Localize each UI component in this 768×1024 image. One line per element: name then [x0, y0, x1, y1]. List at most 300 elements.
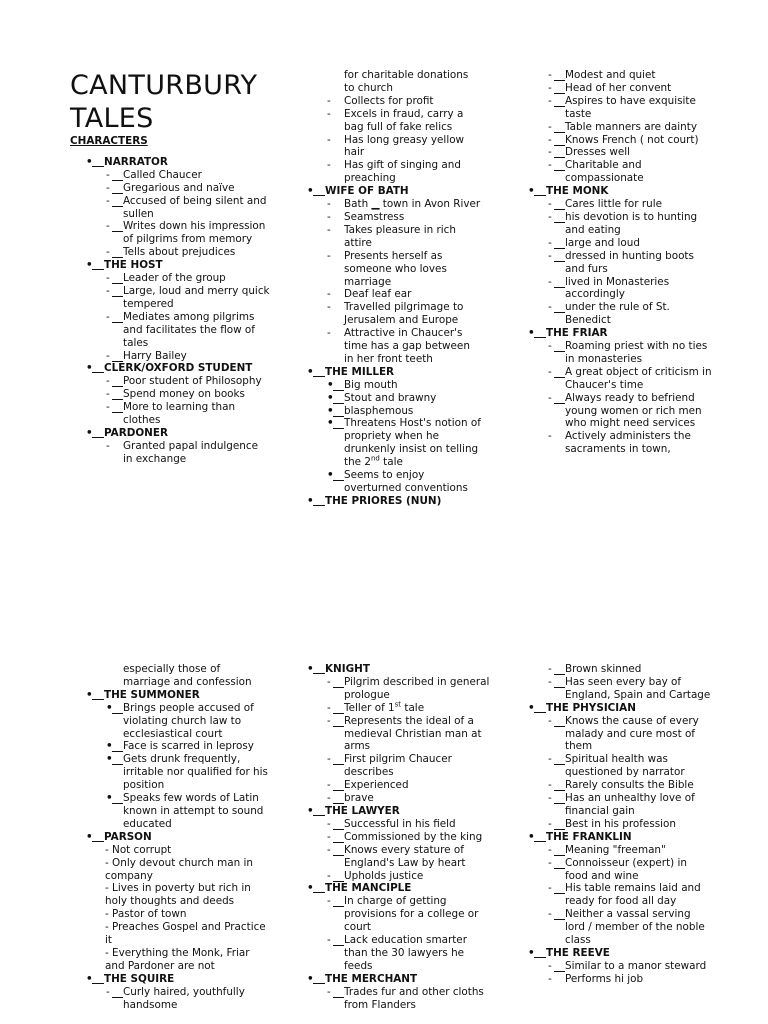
- underline-rule: [554, 106, 565, 107]
- list-item: [291, 379, 481, 392]
- character-heading: [70, 362, 270, 375]
- dash-icon: -: [548, 792, 552, 805]
- underline-rule: [554, 157, 565, 158]
- dash-icon: -: [327, 792, 331, 805]
- character-name: THE HOST: [104, 259, 163, 272]
- list-item: [512, 844, 712, 857]
- list-item: [291, 327, 481, 366]
- list-item: [70, 986, 270, 1012]
- dash-icon: -: [548, 882, 552, 895]
- plain-line: [70, 882, 270, 908]
- list-item: [512, 82, 712, 95]
- list-item-text: Connoisseur (expert) in food and wine: [565, 856, 687, 882]
- list-item: [512, 198, 712, 211]
- underline-rule: [333, 764, 344, 765]
- list-item: [70, 401, 270, 427]
- underline-rule: [534, 712, 546, 713]
- list-item: [291, 715, 491, 754]
- bullet-icon: •: [106, 740, 113, 753]
- list-item-text: Travelled pilgrimage to Jerusalem and Europe: [344, 301, 464, 327]
- underline-rule: [333, 687, 344, 688]
- plain-line: [70, 844, 270, 857]
- list-item-text: Always ready to befriend young women or rich men who might need services: [565, 391, 702, 430]
- underline-rule: [313, 195, 325, 196]
- underline-rule: [112, 713, 123, 714]
- bottom-column-2: [291, 663, 491, 1011]
- dash-icon: -: [548, 94, 552, 107]
- list-item-text: Accused of being silent and sullen: [123, 194, 267, 220]
- dash-icon: -: [548, 275, 552, 288]
- bullet-icon: •: [86, 830, 93, 843]
- underline-rule: [554, 170, 565, 171]
- list-item-text: Rarely consults the Bible: [565, 779, 694, 792]
- character-heading: [70, 427, 270, 440]
- top-column-2: [291, 69, 481, 508]
- dash-icon: -: [327, 159, 331, 172]
- dash-icon: -: [327, 94, 331, 107]
- list-item-text: Leader of the group: [123, 272, 226, 285]
- list-item: [291, 198, 481, 211]
- bullet-icon: •: [307, 972, 314, 985]
- list-item: [291, 224, 481, 250]
- dash-icon: -: [327, 934, 331, 947]
- character-name: WIFE OF BATH: [325, 185, 409, 198]
- list-item-text: Upholds justice: [344, 869, 424, 882]
- dash-icon: -: [327, 779, 331, 792]
- underline-rule: [534, 957, 546, 958]
- list-item-text: Collects for profit: [344, 94, 434, 107]
- underline-rule: [554, 790, 565, 791]
- list-item: [70, 220, 270, 246]
- dash-icon: -: [327, 107, 331, 120]
- list-item: [70, 388, 270, 401]
- bottom-column-1: [70, 663, 270, 1011]
- underline-rule: [112, 180, 123, 181]
- character-heading: [70, 831, 270, 844]
- dash-icon: -: [327, 223, 331, 236]
- underline-rule: [112, 193, 123, 194]
- list-item: [291, 895, 491, 934]
- underline-rule: [534, 841, 546, 842]
- bullet-icon: •: [106, 701, 113, 714]
- list-item: [512, 301, 712, 327]
- underline-rule: [554, 829, 565, 830]
- list-item: [291, 159, 481, 185]
- underline-rule: [554, 403, 565, 404]
- underline-rule: [313, 673, 325, 674]
- dash-icon: -: [106, 284, 110, 297]
- dash-icon: -: [548, 301, 552, 314]
- list-item-text: Seamstress: [344, 210, 405, 223]
- list-item: [512, 134, 712, 147]
- list-item-text: Bath ▁ town in Avon River: [344, 198, 481, 211]
- bullet-icon: •: [307, 494, 314, 507]
- dash-icon: -: [548, 198, 552, 211]
- underline-rule: [313, 983, 325, 984]
- list-item: [512, 663, 712, 676]
- list-item-text: Spiritual health was questioned by narrator: [565, 753, 685, 779]
- underline-rule: [333, 428, 344, 429]
- dash-icon: -: [548, 365, 552, 378]
- list-item: [512, 818, 712, 831]
- underline-rule: [112, 997, 123, 998]
- list-item: [512, 973, 712, 986]
- list-item: [70, 375, 270, 388]
- list-item: [512, 95, 712, 121]
- dash-icon: -: [327, 817, 331, 830]
- list-item-text: under the rule of St. Benedict: [565, 301, 670, 327]
- underline-rule: [112, 231, 123, 232]
- list-item: [70, 311, 270, 350]
- bullet-icon: •: [106, 792, 113, 805]
- dash-icon: -: [548, 340, 552, 353]
- dash-icon: -: [106, 272, 110, 285]
- list-item-text: Takes pleasure in rich attire: [344, 223, 456, 249]
- list-item: [70, 753, 270, 792]
- list-item-text: large and loud: [565, 236, 640, 249]
- underline-rule: [112, 412, 123, 413]
- dash-icon: -: [106, 349, 110, 362]
- character-heading: [291, 495, 481, 508]
- list-item-text: especially those of marriage and confession: [123, 663, 252, 688]
- list-item: [70, 246, 270, 259]
- character-heading: [291, 663, 491, 676]
- underline-rule: [112, 764, 123, 765]
- underline-rule: [112, 257, 123, 258]
- list-item-text: lived in Monasteries accordingly: [565, 275, 670, 301]
- bullet-icon: •: [307, 804, 314, 817]
- dash-icon: -: [106, 194, 110, 207]
- list-item-text: Commissioned by the king: [344, 830, 483, 843]
- list-item-text: Presents herself as someone who loves marriage: [344, 249, 447, 288]
- underline-rule: [554, 764, 565, 765]
- list-item-text: Knows the cause of every malady and cure most of them: [565, 714, 699, 753]
- underline-rule: [333, 726, 344, 727]
- list-item-text: Dresses well: [565, 146, 631, 159]
- list-item-text: Stout and brawny: [344, 391, 437, 404]
- bullet-icon: •: [307, 365, 314, 378]
- list-item: [291, 469, 481, 495]
- underline-rule: [92, 437, 104, 438]
- underline-rule: [112, 206, 123, 207]
- underline-rule: [112, 296, 123, 297]
- character-name: THE REEVE: [546, 946, 610, 959]
- top-col1-list: [70, 156, 270, 466]
- character-name: THE SUMMONER: [104, 688, 200, 701]
- underline-rule: [554, 209, 565, 210]
- bullet-icon: •: [528, 327, 535, 340]
- character-name: THE LAWYER: [325, 804, 400, 817]
- plain-line: [70, 921, 270, 947]
- plain-line: [70, 908, 270, 921]
- list-item-text: his devotion is to hunting and eating: [565, 210, 698, 236]
- underline-rule: [313, 505, 325, 506]
- character-heading: [291, 366, 481, 379]
- dash-icon: -: [548, 210, 552, 223]
- character-heading: [70, 973, 270, 986]
- dash-icon: -: [106, 401, 110, 414]
- plain-line-text: - Everything the Monk, Friar and Pardoner are not: [105, 946, 250, 972]
- dash-icon: -: [548, 391, 552, 404]
- list-item-text: Best in his profession: [565, 817, 676, 830]
- bullet-icon: •: [528, 701, 535, 714]
- dash-icon: -: [327, 301, 331, 314]
- underline-rule: [333, 881, 344, 882]
- list-item-text: Represents the ideal of a medieval Christian man at arms: [344, 714, 482, 753]
- list-item: [291, 870, 491, 883]
- dash-icon: -: [106, 310, 110, 323]
- list-item: [512, 753, 712, 779]
- list-item: [512, 676, 712, 702]
- plain-line-text: - Only devout church man in company: [105, 856, 253, 882]
- dash-icon: -: [327, 198, 331, 211]
- dash-icon: -: [548, 856, 552, 869]
- bullet-icon: •: [86, 362, 93, 375]
- top-col3-list: [512, 69, 712, 456]
- underline-rule: [554, 971, 565, 972]
- dash-icon: -: [106, 181, 110, 194]
- underline-rule: [554, 855, 565, 856]
- list-item: [291, 779, 491, 792]
- list-item-text: Lack education smarter than the 30 lawyers he feeds: [344, 934, 467, 972]
- list-item: [512, 121, 712, 134]
- list-item: [512, 960, 712, 973]
- underline-rule: [333, 842, 344, 843]
- list-item-text: dressed in hunting boots and furs: [565, 249, 694, 275]
- list-item-text: Experienced: [344, 779, 409, 792]
- plain-line-text: - Pastor of town: [105, 908, 187, 921]
- underline-rule: [333, 480, 344, 481]
- list-item-text: Similar to a manor steward: [565, 959, 707, 972]
- bottom-col2-list: [291, 663, 491, 1011]
- list-item: [291, 417, 481, 469]
- top-column-3: [512, 69, 712, 456]
- dash-icon: -: [548, 236, 552, 249]
- underline-rule: [554, 687, 565, 688]
- bullet-icon: •: [86, 259, 93, 272]
- underline-rule: [92, 166, 104, 167]
- list-item: [291, 986, 491, 1012]
- character-name: CLERK/OXFORD STUDENT: [104, 362, 253, 375]
- list-item: [291, 818, 491, 831]
- character-name: THE FRIAR: [546, 327, 608, 340]
- list-item-text: Face is scarred in leprosy: [123, 740, 254, 753]
- dash-icon: -: [327, 133, 331, 146]
- bullet-icon: •: [528, 830, 535, 843]
- dash-icon: -: [106, 439, 110, 452]
- list-item-text: Gets drunk frequently, irritable nor qualified for his position: [123, 753, 268, 792]
- list-item-text: Tells about prejudices: [123, 246, 236, 259]
- list-item-text: Successful in his field: [344, 817, 456, 830]
- list-item-text: Knows every stature of England's Law by heart: [344, 843, 466, 869]
- underline-rule: [554, 222, 565, 223]
- list-item-text: Cares little for rule: [565, 198, 663, 211]
- underline-rule: [112, 399, 123, 400]
- list-item: [512, 908, 712, 947]
- list-item-text: for charitable donations to church: [344, 69, 469, 94]
- list-item-text: blasphemous: [344, 404, 414, 417]
- list-item-continuation: [291, 69, 481, 95]
- list-item: [70, 440, 270, 466]
- bullet-icon: •: [327, 404, 334, 417]
- underline-rule: [554, 803, 565, 804]
- underline-rule: [333, 713, 344, 714]
- character-heading: [291, 973, 491, 986]
- underline-rule: [112, 283, 123, 284]
- character-heading: [512, 947, 712, 960]
- bullet-icon: •: [327, 469, 334, 482]
- dash-icon: -: [548, 69, 552, 81]
- list-item: [512, 715, 712, 754]
- dash-icon: -: [548, 817, 552, 830]
- list-item-text: Threatens Host's notion of propriety when he drunkenly insist on telling the 2nd tale: [344, 417, 481, 469]
- list-item-text: A great object of criticism in Chaucer's time: [565, 365, 712, 391]
- bullet-icon: •: [528, 946, 535, 959]
- list-item: [291, 392, 481, 405]
- dash-icon: -: [548, 81, 552, 94]
- list-item-text: Gregarious and naïve: [123, 181, 235, 194]
- underline-rule: [554, 80, 565, 81]
- list-item-text: Has long greasy yellow hair: [344, 133, 465, 159]
- underline-rule: [112, 386, 123, 387]
- list-item: [291, 792, 491, 805]
- list-item: [512, 882, 712, 908]
- dash-icon: -: [327, 843, 331, 856]
- plain-line-text: - Lives in poverty but rich in holy thoughts and deeds: [105, 882, 251, 908]
- list-item-text: Brings people accused of violating church law to ecclesiastical court: [123, 701, 254, 740]
- dash-icon: -: [327, 895, 331, 908]
- list-item: [291, 250, 481, 289]
- plain-line-text: - Not corrupt: [105, 843, 172, 856]
- underline-rule: [333, 855, 344, 856]
- plain-line: [70, 857, 270, 883]
- list-item-continuation: [70, 663, 270, 689]
- list-item-text: Large, loud and merry quick tempered: [123, 284, 270, 310]
- list-item-text: Curly haired, youthfully handsome: [123, 985, 245, 1011]
- dash-icon: -: [548, 843, 552, 856]
- underline-rule: [333, 390, 344, 391]
- list-item: [291, 831, 491, 844]
- underline-rule: [554, 312, 565, 313]
- underline-rule: [554, 377, 565, 378]
- character-name: THE PHYSICIAN: [546, 701, 636, 714]
- list-item: [291, 134, 481, 160]
- dash-icon: -: [548, 159, 552, 172]
- dash-icon: -: [327, 753, 331, 766]
- list-item: [512, 857, 712, 883]
- list-item-text: Head of her convent: [565, 81, 672, 94]
- underline-rule: [333, 416, 344, 417]
- list-item: [70, 182, 270, 195]
- list-item: [291, 95, 481, 108]
- underline-rule: [92, 699, 104, 700]
- dash-icon: -: [327, 985, 331, 998]
- character-heading: [291, 805, 491, 818]
- bullet-icon: •: [307, 185, 314, 198]
- character-name: PARDONER: [104, 426, 168, 439]
- underline-rule: [112, 361, 123, 362]
- dash-icon: -: [327, 675, 331, 688]
- list-item-text: brave: [344, 792, 374, 805]
- list-item-text: Writes down his impression of pilgrims from memory: [123, 220, 266, 246]
- character-heading: [512, 702, 712, 715]
- list-item-text: Teller of 1st tale: [344, 700, 425, 714]
- list-item-text: Aspires to have exquisite taste: [565, 94, 696, 120]
- dash-icon: -: [548, 146, 552, 159]
- bottom-col1-list: [70, 663, 270, 1011]
- list-item-text: Modest and quiet: [565, 69, 656, 81]
- list-item-text: Knows French ( not court): [565, 133, 699, 146]
- character-name: NARRATOR: [104, 155, 168, 168]
- list-item: [70, 169, 270, 182]
- character-heading: [291, 185, 481, 198]
- bullet-icon: •: [86, 155, 93, 168]
- plain-line-text: - Preaches Gospel and Practice it: [105, 921, 266, 947]
- top-col2-list: [291, 69, 481, 508]
- dash-icon: -: [327, 869, 331, 882]
- list-item-text: In charge of getting provisions for a college or court: [344, 895, 479, 934]
- underline-rule: [92, 269, 104, 270]
- bullet-icon: •: [106, 753, 113, 766]
- underline-rule: [92, 841, 104, 842]
- bullet-icon: •: [86, 688, 93, 701]
- underline-rule: [534, 195, 546, 196]
- list-item-text: Mediates among pilgrims and facilitates the flow of tales: [123, 310, 255, 349]
- list-item: [70, 350, 270, 363]
- underline-rule: [554, 132, 565, 133]
- list-item: [512, 146, 712, 159]
- underline-rule: [333, 790, 344, 791]
- underline-rule: [333, 803, 344, 804]
- dash-icon: -: [106, 168, 110, 181]
- character-heading: [291, 882, 491, 895]
- dash-icon: -: [106, 246, 110, 259]
- list-item-text: Attractive in Chaucer's time has a gap between in her front teeth: [344, 327, 470, 365]
- list-item-text: Harry Bailey: [123, 349, 187, 362]
- underline-rule: [333, 945, 344, 946]
- underline-rule: [112, 803, 123, 804]
- dash-icon: -: [327, 327, 331, 340]
- character-name: THE PRIORES (NUN): [325, 494, 442, 507]
- list-item-text: Neither a vassal serving lord / member of the noble class: [565, 908, 705, 947]
- bottom-col3-list: [512, 663, 712, 986]
- character-heading: [512, 327, 712, 340]
- underline-rule: [92, 372, 104, 373]
- list-item-text: Deaf leaf ear: [344, 288, 412, 301]
- plain-line: [70, 947, 270, 973]
- dash-icon: -: [548, 249, 552, 262]
- list-item-text: Poor student of Philosophy: [123, 375, 262, 388]
- dash-icon: -: [548, 908, 552, 921]
- dash-icon: -: [548, 714, 552, 727]
- list-item: [291, 288, 481, 301]
- dash-icon: -: [327, 210, 331, 223]
- list-item: [512, 159, 712, 185]
- list-item-text: Trades fur and other cloths from Flanders: [344, 985, 484, 1011]
- list-item: [70, 792, 270, 831]
- underline-rule: [534, 337, 546, 338]
- underline-rule: [554, 248, 565, 249]
- dash-icon: -: [548, 753, 552, 766]
- list-item-text: Performs hi job: [565, 972, 644, 985]
- character-name: THE MILLER: [325, 365, 395, 378]
- bullet-icon: •: [86, 972, 93, 985]
- dash-icon: -: [106, 388, 110, 401]
- bullet-icon: •: [528, 185, 535, 198]
- list-item: [512, 366, 712, 392]
- bullet-icon: •: [327, 417, 334, 430]
- list-item-text: His table remains laid and ready for food all day: [565, 882, 701, 908]
